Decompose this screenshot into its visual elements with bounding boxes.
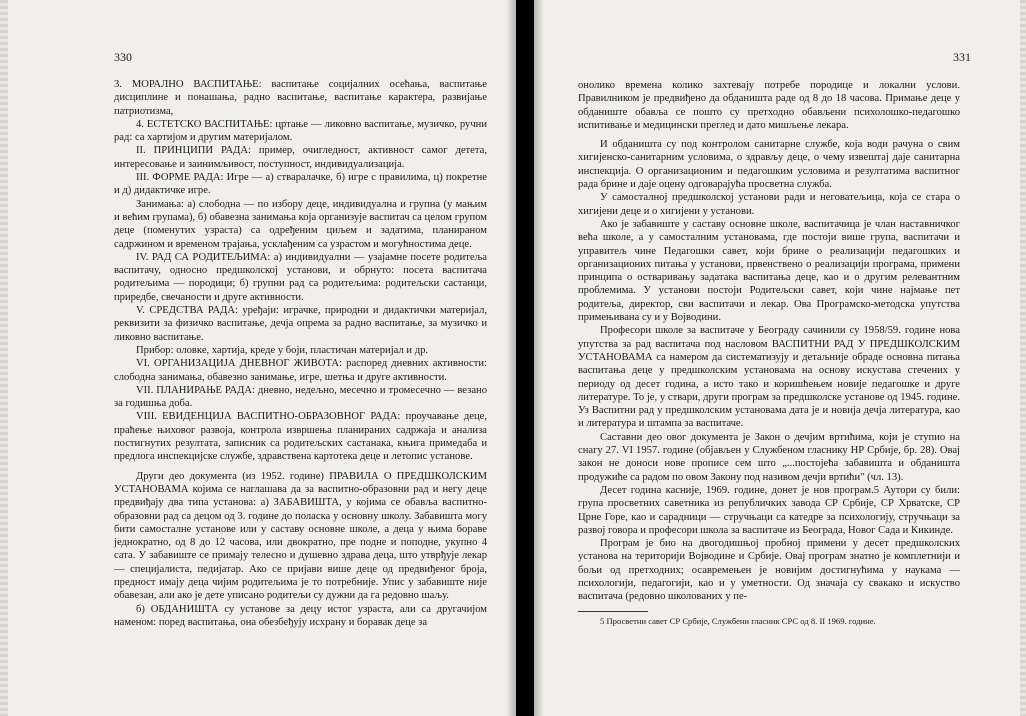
paragraph: IV. РАД СА РОДИТЕЉИМА: а) индивидуални — узајамне посете родитеља васпитачу, односно предшколској установи, и обрнуто: посета васпитача родитељима — породици; б) групни рад са родитељима: родитељски састанци, приредбе, свечаности и друге активности. bbox=[114, 251, 487, 303]
paragraph: 4. ЕСТЕТСКО ВАСПИТАЊЕ: цртање — ликовно васпитање, музичко, ручни рад: са хартијом и другим материјалом. bbox=[114, 118, 487, 144]
footnote: 5 Просветни савет СР Србије, Службени гласник СРС од 8. II 1969. године. bbox=[600, 615, 876, 626]
gutter-shadow bbox=[534, 0, 544, 716]
paragraph: б) ОБДАНИШТА су установе за децу истог узраста, али са другачијом наменом: поред васпитања, она обезбеђују исхрану и боравак деце за bbox=[114, 603, 487, 628]
paragraph: III. ФОРМЕ РАДА: Игре — а) стваралачке, б) игре с правилима, ц) покретне и д) дидактичке игре. bbox=[114, 172, 487, 197]
paragraph: Други део документа (из 1952. године) ПРАВИЛА О ПРЕДШКОЛСКИМ УСТАНОВАМА којима се наглашава да за васпитно-образовни рад и негу деце предвиђају два типа установа: а) ЗАБАВИШТА, у којима се обавља васпитно-образовни рад са децом од 3. године до поласка у основну школу. Забавишта могу бити самосталне установе или у саставу основне школе, а деца у њима бораве једнократно, од 8 до 12 часова, или двократно, пре подне и поподне, укупно 4 сата. У забавиште се примају телесно и душевно здрава деца, што утврђује лекар — специјалиста, педијатар. Ако се пријави више деце од предвиђеног броја, предност имају деца чијим родитељима је то потребније. Упис у забавиште није обавезан, али ако је дете уписано родитељи су дужни да га редовно шаљу. bbox=[114, 470, 487, 602]
paragraph: Ако је забавиште у саставу основне школе, васпитачица је члан наставничког већа школе, а у самосталним установама, где постоји више група, васпитачи и управитељ чине Педагошки савет, који брине о реализацији педагошких и организационих питања у установи, првенствено о реализацији програма, примени принципа о остваривању задатака васпитања деце, као и о другим релевантним проблемима. У установи постоји Родитељски савет, који чине најмање пет родитеља, директор, сви васпитачи и лекар. Ова Програмско-методска упутства примењивана су и у Војводини. bbox=[578, 218, 960, 324]
paragraph: У самосталној предшколској установи ради и неговатељица, која се стара о хигијени деце и о хигијени у установи. bbox=[578, 192, 960, 217]
paragraph: VII. ПЛАНИРАЊЕ РАДА: дневно, недељно, месечно и тромесечно — везано за годишња доба. bbox=[114, 384, 487, 410]
paragraph: И обданишта су под контролом санитарне службе, која води рачуна о свим хигијенско-санитарним условима, о здрављу деце, о чему извештај даје санитарна инспекција. О организационим и педагошким условима и резултатима васпитног рада брине и даје оцену одговарајућа просветна служба. bbox=[578, 139, 960, 191]
right-page-text bbox=[578, 79, 960, 627]
paragraph: Десет година касније, 1969. године, донет је нов програм.5 Аутори су били: група просветних саветника из републичких завода СР Србије, СР Хрватске, СР Црне Горе, као и сарадници — стручњаци са катедре за психологију, стручњаци за развој говора и професори школа за васпитаче из Београда, Новог Сада и Кикинде. bbox=[578, 484, 960, 536]
paragraph: VIII. ЕВИДЕНЦИЈА ВАСПИТНО-ОБРАЗОВНОГ РАДА: проучавање деце, праћење њиховог развоја, контрола извршења планираних садржаја и анализа постигнутих резултата, записник са родитељских састанака, књига примедаба и предлога инспекцијске службе, здравствена картотека деце и летопис установе. bbox=[114, 411, 487, 463]
paragraph: Занимања: а) слободна — по избору деце, индивидуална и групна (у мањим и већим групама), б) обавезна занимања која организује васпитач са целом групом деце (поменутих узраста) са одређеним циљем и задатима, планираном садржином и временом трајања, усклађеним са узрастом и могућностима деце. bbox=[114, 198, 487, 250]
paragraph: VI. ОРГАНИЗАЦИЈА ДНЕВНОГ ЖИВОТА: распоред дневних активности: слободна занимања, обавезно занимање, игре, шетња и друге активности. bbox=[114, 358, 487, 383]
paragraph: Саставни део овог документа је Закон о дечјим вртићима, који је ступио на снагу 27. VI 1957. године (објављен у Службеном гласнику НР Србије, бр. 28). Овај закон не доноси нове прописе сем што „...постојећа забавишта и обданишта продужиће са радом по овом Закону под називом дечји вртићи" (чл. 13). bbox=[578, 431, 960, 483]
paragraph: 3. МОРАЛНО ВАСПИТАЊЕ: васпитање социјалних осећања, васпитање дисциплине и понашања, радно васпитање, васпитање карактера, развијање патриотизма, bbox=[114, 79, 487, 117]
paragraph: Програм је био на двогодишњој пробној примени у десет предшколских установа на територији Војводине и Србије. Овај програм знатно је комплетнији и бољи од претходних; осавремењен је новијим достигнућима у наукама — психологији, педагогији, као и у уметности. Од значаја су свакако и искуство васпитача (редовно школованих у пе- bbox=[578, 538, 960, 603]
page-number-left: 330 bbox=[114, 50, 132, 64]
page-edge-left bbox=[0, 0, 8, 716]
right-page bbox=[534, 0, 1026, 716]
page-edge-right bbox=[1020, 0, 1026, 716]
page-number-right: 331 bbox=[953, 50, 971, 64]
left-page-text bbox=[114, 78, 487, 629]
paragraph: онолико времена колико захтевају потребе породице и локални услови. Правилником је предвиђено да обданишта раде од 8 до 18 часова. Примање деце у обданиште обавља се пошто су претходно обављени психолошко-педагошко испитивање и медицински преглед и дато мишљење лекара. bbox=[578, 80, 960, 131]
paragraph: II. ПРИНЦИПИ РАДА: пример, очигледност, активност самог детета, интересовање и заинимљивост, поступност, индивидуализација. bbox=[114, 145, 487, 170]
paragraph: V. СРЕДСТВА РАДА: уређаји: играчке, природни и дидактички материјал, реквизити за физичко васпитање, дечја опрема за радно васпитање, за музичко и ликовно васпитање. bbox=[114, 305, 487, 343]
gutter-shadow bbox=[506, 0, 516, 716]
paragraph: Професори школе за васпитаче у Београду сачинили су 1958/59. године нова упутства за рад васпитача под насловом ВАСПИТНИ РАД У ПРЕДШКОЛСКИМ УСТАНОВАМА са намером да систематизују и детаљније обраде основна питања васпитања деце у предшколским установама на основу искустава стечених у периоду од десет година, а исто тако и коришћењем новије педагошке и друге литературе. То је, у ствари, други програм за предшколске установе од 1945. године. Уз Васпитни рад у предшколским установама дата је и новија дечја литература, као и литература и штампа за васпитаче. bbox=[578, 325, 960, 430]
footnote-rule bbox=[578, 611, 648, 612]
paragraph: Прибор: оловке, хартија, креде у боји, пластичан материјал и др. bbox=[136, 344, 429, 356]
